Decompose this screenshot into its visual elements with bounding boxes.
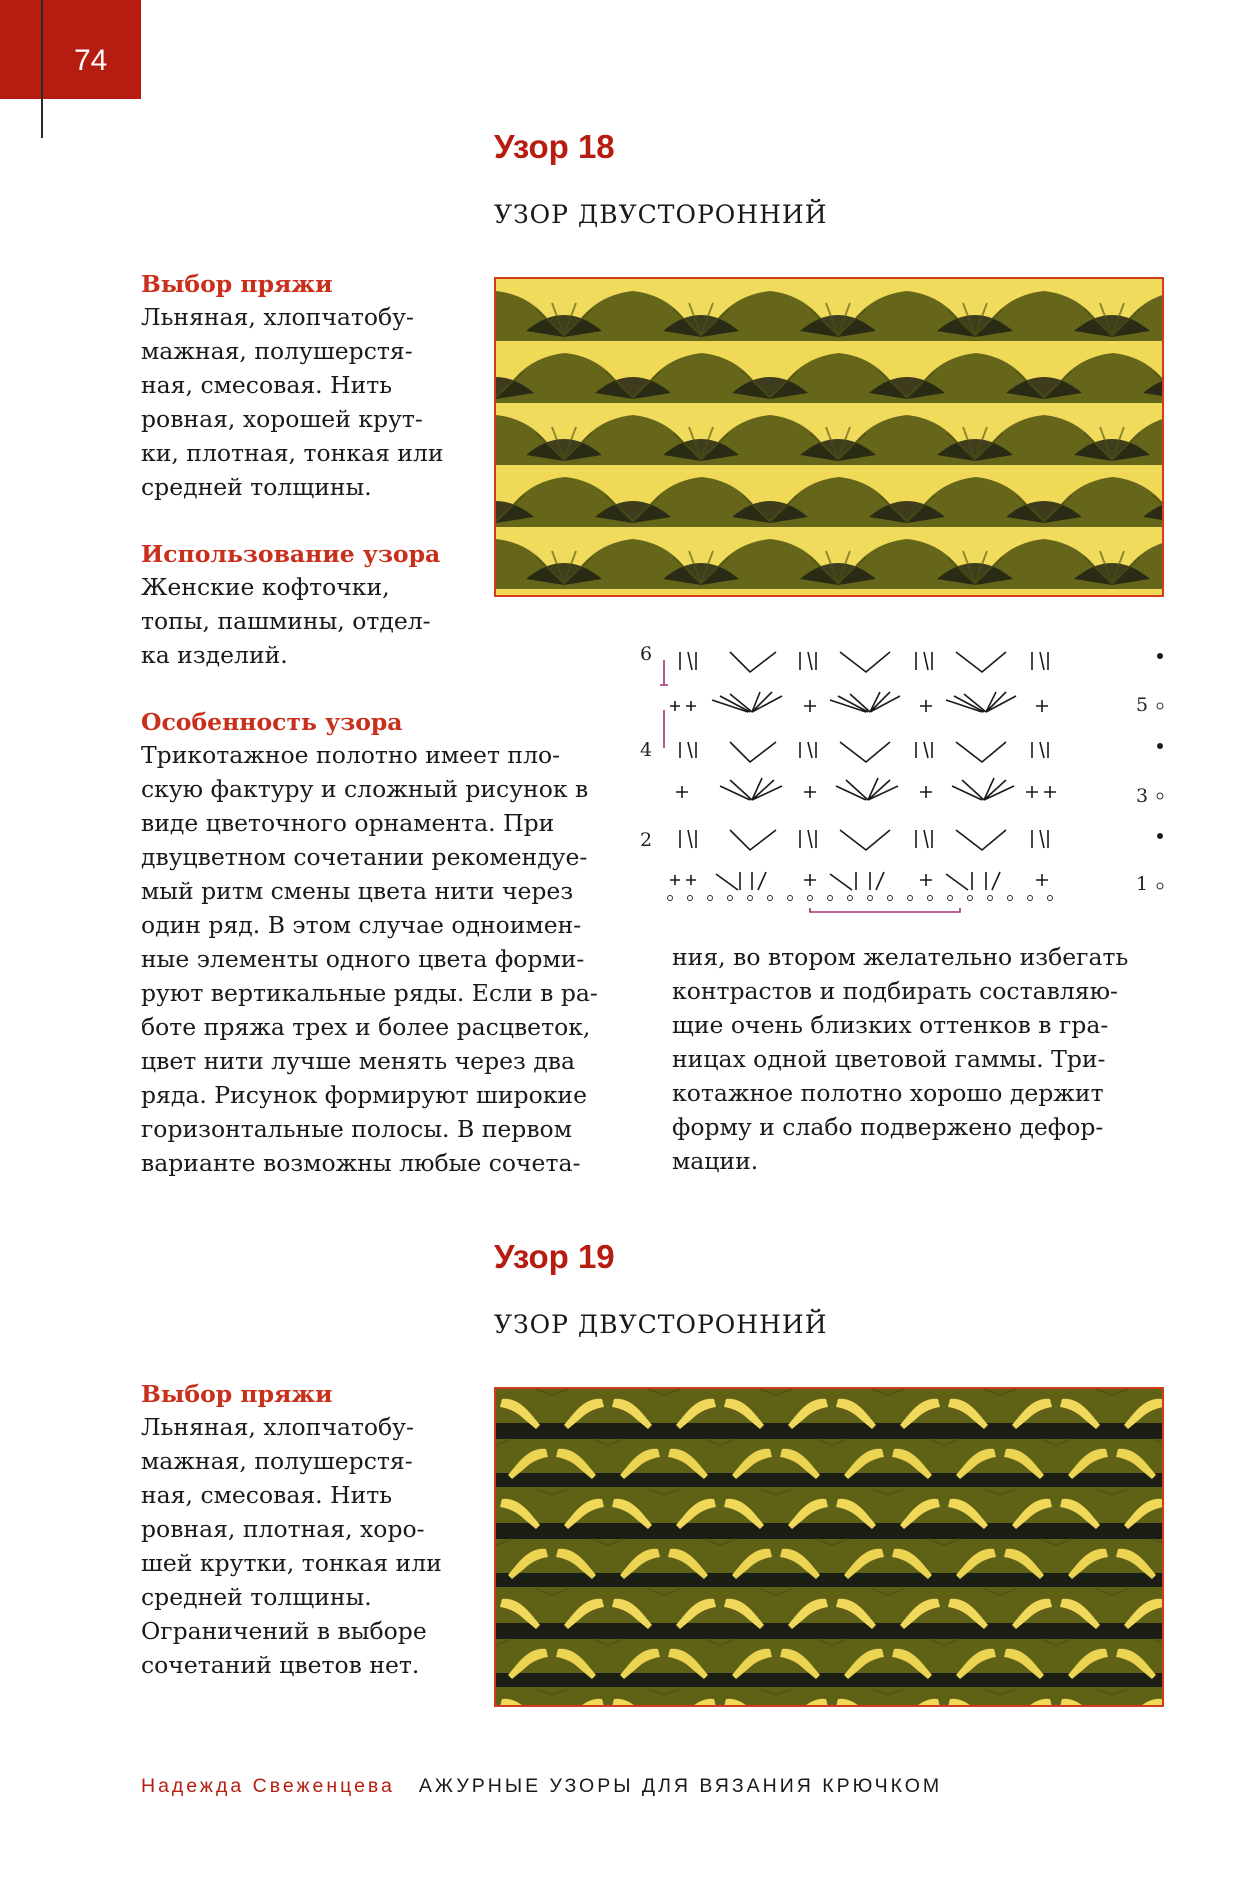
pattern18-stitch-chart [640,630,1180,924]
chart-row-label-2: 2 [640,829,653,851]
pattern19-swatch-photo [494,1387,1164,1707]
pattern18-use-text: Женские кофточки, топы, пашмины, отдел- ка изделий. [141,573,431,669]
footer-author: Надежда Свеженцева [141,1775,395,1797]
pattern18-yarn-heading: Выбор пряжи [141,270,333,298]
pattern19-subtitle: УЗОР ДВУСТОРОННИЙ [494,1310,828,1339]
chart-row-label-1: 1 [1136,873,1149,895]
pattern18-subtitle: УЗОР ДВУСТОРОННИЙ [494,200,828,229]
pattern18-feature-text-left: Трикотажное полотно имеет пло- скую фактуру и сложный рисунок в виде цветочного орнамента. При двуцветном сочетании рекомендуе- мый ритм смены цвета нити через один ряд. В этом случае одноимен- ные элементы одного цвета форми- руют вертикальные ряды. Если в ра- боте пряжа трех и более расцветок, цвет нити лучше менять через два ряда. Рисунок формируют широкие горизонтальные полосы. В первом варианте возможны любые сочета- [141,741,598,1177]
pattern18-title: Узор 18 [494,128,615,165]
page-number: 74 [74,44,108,77]
pattern18-swatch-photo [494,277,1164,597]
pattern19-yarn-heading: Выбор пряжи [141,1380,333,1408]
pattern19-title: Узор 19 [494,1238,615,1275]
page-number-box [0,0,141,99]
footer-book-title: АЖУРНЫЕ УЗОРЫ ДЛЯ ВЯЗАНИЯ КРЮЧКОМ [418,1775,943,1797]
chart-row-label-6: 6 [640,643,653,665]
margin-rule [41,0,43,138]
pattern18-feature-text-right: ния, во втором желательно избегать контрастов и подбирать составляю- щие очень близких оттенков в гра- ницах одной цветовой гаммы. Три- котажное полотно хорошо держит форму и слабо подвержено дефор- мации. [672,943,1129,1175]
pattern18-use-heading: Использование узора [141,540,441,568]
pattern18-feature-heading: Особенность узора [141,708,403,736]
chart-row-label-3: 3 [1136,785,1149,807]
chart-row-label-4: 4 [640,739,653,761]
chart-row-label-5: 5 [1136,694,1149,716]
running-footer [141,1774,942,1798]
pattern19-yarn-text: Льняная, хлопчатобу- мажная, полушерстя- ная, смесовая. Нить ровная, плотная, хоро- шей крутки, тонкая или средней толщины. Ограничений в выборе сочетаний цветов нет. [141,1413,442,1679]
pattern18-yarn-text: Льняная, хлопчатобу- мажная, полушерстя- ная, смесовая. Нить ровная, хорошей крут- ки, плотная, тонкая или средней толщины. [141,303,444,501]
